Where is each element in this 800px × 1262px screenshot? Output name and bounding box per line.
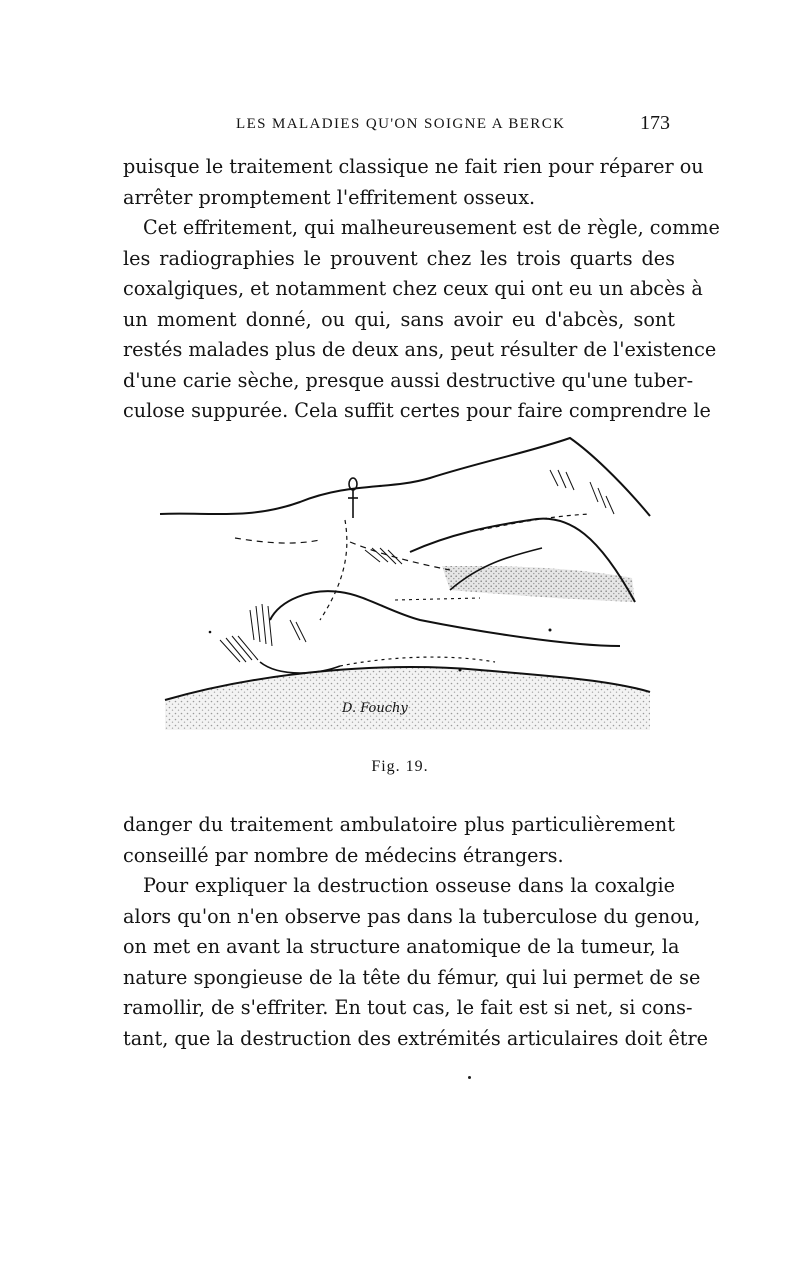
figure-caption: Fig. 19. — [371, 758, 429, 775]
running-title: LES MALADIES QU'ON SOIGNE A BERCK — [236, 116, 566, 132]
text-line: un moment donné, ou qui, sans avoir eu d'abcès, sont — [123, 307, 675, 331]
text-line: d'une carie sèche, presque aussi destructive qu'une tuber- — [123, 368, 694, 392]
abscess-shading — [442, 566, 635, 602]
text-line: tant, que la destruction des extrémités articulaires doit être — [123, 1026, 708, 1050]
text-line: nature spongieuse de la tête du fémur, qui lui permet de se — [123, 965, 701, 989]
paragraph-bottom — [123, 810, 708, 1054]
artist-signature: D. Fouchy — [342, 701, 408, 716]
ink-speck — [468, 1076, 471, 1079]
text-line: puisque le traitement classique ne fait rien pour réparer ou — [123, 155, 704, 178]
text-line: alors qu'on n'en observe pas dans la tuberculose du genou, — [123, 904, 701, 928]
page-number: 173 — [640, 112, 670, 134]
text-line: ramollir, de s'effriter. En tout cas, le fait est si net, si cons- — [123, 996, 693, 1019]
bed-surface — [165, 667, 650, 730]
text-line: conseillé par nombre de médecins étrangers. — [123, 843, 564, 867]
text-line: danger du traitement ambulatoire plus particulièrement — [123, 813, 675, 836]
text-line: restés malades plus de deux ans, peut résulter de l'existence — [123, 338, 717, 361]
text-line: les radiographies le prouvent chez les trois quarts des — [123, 246, 675, 270]
text-line: coxalgiques, et notamment chez ceux qui ont eu un abcès à — [123, 277, 703, 300]
figure-illustration — [150, 430, 655, 750]
text-line: on met en avant la structure anatomique de la tumeur, la — [123, 935, 680, 958]
text-line: Cet effritement, qui malheureusement est de règle, comme — [143, 216, 720, 239]
page-header — [236, 110, 696, 140]
hip-abscess-drawing — [150, 430, 655, 750]
needle-icon — [348, 478, 358, 518]
text-line: arrêter promptement l'effritement osseux. — [123, 185, 536, 209]
text-line: Pour expliquer la destruction osseuse dans la coxalgie — [143, 874, 675, 897]
paragraph-top — [123, 152, 720, 427]
text-line: culose suppurée. Cela suffit certes pour faire comprendre le — [123, 399, 711, 422]
